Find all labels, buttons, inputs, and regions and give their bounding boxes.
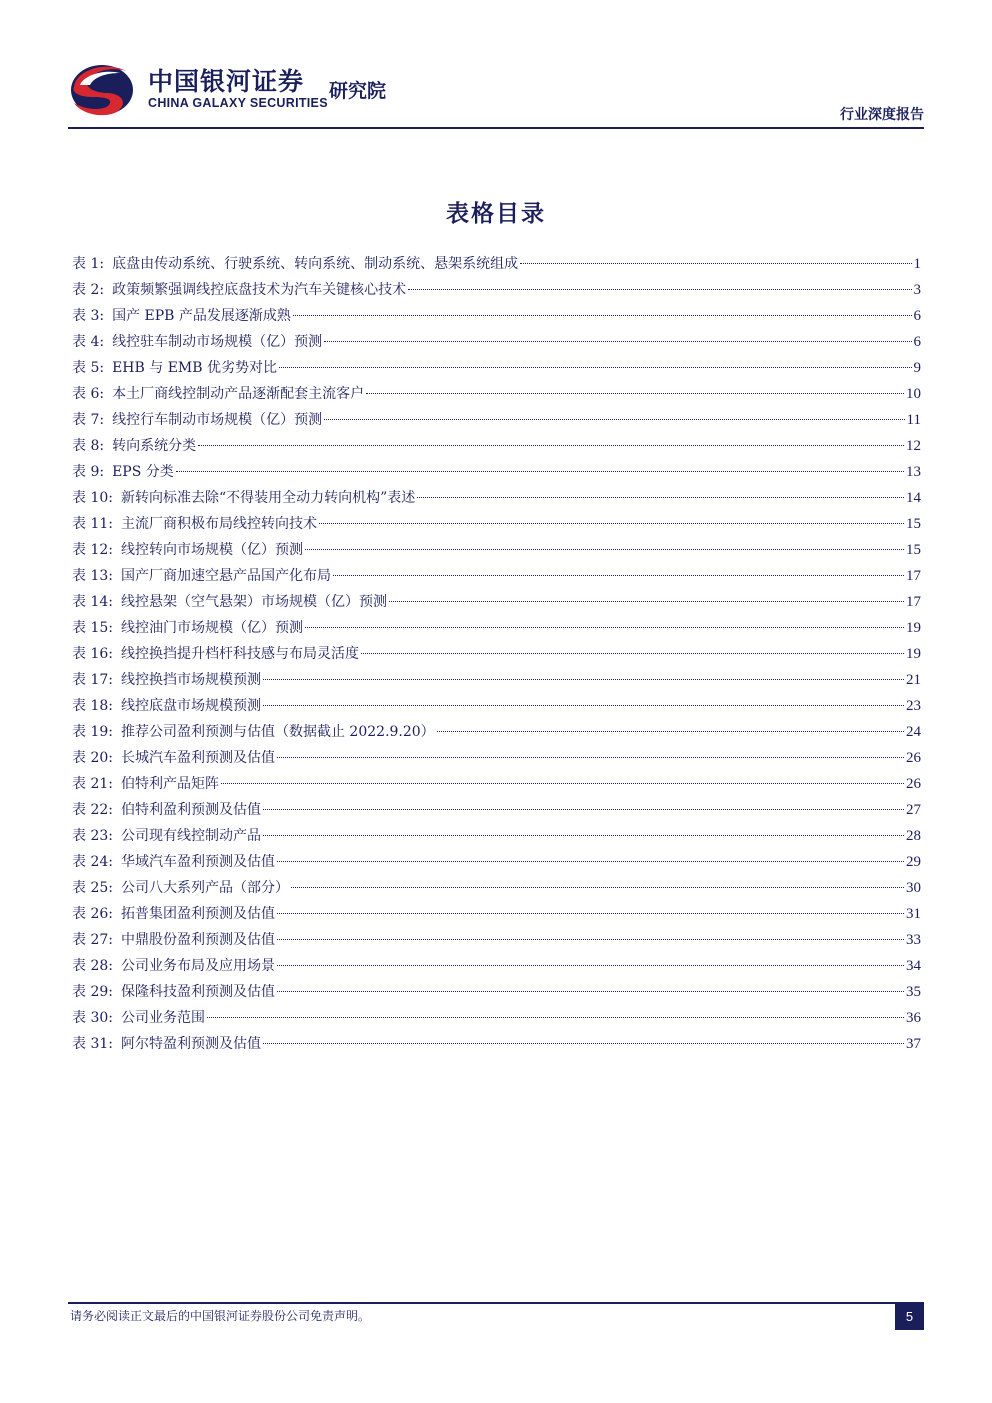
toc-entry-title: 新转向标准去除“不得装用全动力转向机构”表述 bbox=[120, 490, 416, 506]
toc-entry-page: 31 bbox=[906, 906, 921, 922]
toc-dot-leader bbox=[277, 757, 904, 758]
toc-entry-page: 3 bbox=[913, 282, 921, 298]
toc-entry-page: 9 bbox=[913, 360, 921, 376]
toc-entry-number: 表 17: bbox=[72, 672, 113, 688]
toc-entry-page: 36 bbox=[906, 1010, 921, 1026]
brand-name-cn: 中国银河证券 bbox=[148, 67, 305, 96]
toc-entry[interactable] bbox=[72, 927, 921, 953]
toc-entry-page: 33 bbox=[906, 932, 921, 948]
toc-dot-leader bbox=[277, 861, 904, 862]
toc-dot-leader bbox=[408, 289, 911, 290]
toc-entry-title: 政策频繁强调线控底盘技术为汽车关键核心技术 bbox=[112, 282, 407, 298]
toc-entry-page: 26 bbox=[906, 776, 921, 792]
toc-entry-number: 表 4: bbox=[72, 334, 105, 350]
toc-entry-title: 公司现有线控制动产品 bbox=[120, 828, 261, 844]
toc-entry[interactable] bbox=[72, 1005, 921, 1031]
toc-entry-title: 公司八大系列产品（部分） bbox=[120, 880, 289, 896]
galaxy-logo-icon bbox=[68, 57, 138, 119]
toc-entry-number: 表 7: bbox=[72, 412, 105, 428]
toc-dot-leader bbox=[293, 315, 912, 316]
toc-entry[interactable] bbox=[72, 563, 921, 589]
toc-dot-leader bbox=[324, 419, 904, 420]
toc-entry-number: 表 15: bbox=[72, 620, 113, 636]
toc-entry-title: EPS 分类 bbox=[112, 464, 174, 480]
toc-entry-page: 27 bbox=[906, 802, 921, 818]
toc-entry[interactable] bbox=[72, 771, 921, 797]
toc-entry[interactable] bbox=[72, 381, 921, 407]
toc-entry-page: 10 bbox=[906, 386, 921, 402]
toc-entry[interactable] bbox=[72, 901, 921, 927]
toc-entry-number: 表 8: bbox=[72, 438, 105, 454]
toc-dot-leader bbox=[263, 809, 904, 810]
toc-dot-leader bbox=[221, 783, 904, 784]
page-header bbox=[68, 52, 924, 128]
toc-entry-title: 推荐公司盈利预测与估值（数据截止 2022.9.20） bbox=[120, 724, 435, 740]
toc-entry[interactable] bbox=[72, 979, 921, 1005]
toc-entry-title: 线控换挡市场规模预测 bbox=[120, 672, 261, 688]
toc-entry-title: 阿尔特盈利预测及估值 bbox=[120, 1036, 261, 1052]
toc-entry[interactable] bbox=[72, 433, 921, 459]
toc-entry-title: 主流厂商积极布局线控转向技术 bbox=[120, 516, 317, 532]
toc-entry[interactable] bbox=[72, 823, 921, 849]
toc-entry-number: 表 30: bbox=[72, 1010, 113, 1026]
toc-entry[interactable] bbox=[72, 875, 921, 901]
disclaimer-note: 请务必阅读正文最后的中国银河证券股份公司免责声明。 bbox=[70, 1309, 371, 1323]
toc-dot-leader bbox=[366, 393, 904, 394]
toc-entry-number: 表 1: bbox=[72, 256, 105, 272]
toc-entry-number: 表 21: bbox=[72, 776, 113, 792]
toc-entry-number: 表 23: bbox=[72, 828, 113, 844]
toc-dot-leader bbox=[305, 627, 904, 628]
toc-entry-page: 21 bbox=[906, 672, 921, 688]
toc-entry-title: 线控行车制动市场规模（亿）预测 bbox=[112, 412, 323, 428]
toc-entry-number: 表 24: bbox=[72, 854, 113, 870]
toc-entry-number: 表 10: bbox=[72, 490, 113, 506]
toc-entry-page: 35 bbox=[906, 984, 921, 1000]
toc-entry[interactable] bbox=[72, 329, 921, 355]
toc-entry-number: 表 20: bbox=[72, 750, 113, 766]
toc-entry-title: 长城汽车盈利预测及估值 bbox=[120, 750, 275, 766]
toc-entry-number: 表 6: bbox=[72, 386, 105, 402]
toc-dot-leader bbox=[277, 913, 904, 914]
toc-entry[interactable] bbox=[72, 667, 921, 693]
toc-dot-leader bbox=[319, 523, 904, 524]
toc-entry[interactable] bbox=[72, 615, 921, 641]
toc-entry-page: 30 bbox=[906, 880, 921, 896]
toc-entry-title: 公司业务范围 bbox=[120, 1010, 205, 1026]
toc-entry-page: 26 bbox=[906, 750, 921, 766]
toc-dot-leader bbox=[277, 939, 904, 940]
toc-entry-title: 本土厂商线控制动产品逐渐配套主流客户 bbox=[112, 386, 365, 402]
toc-dot-leader bbox=[198, 445, 904, 446]
toc-entry[interactable] bbox=[72, 355, 921, 381]
toc-entry-number: 表 11: bbox=[72, 516, 113, 532]
toc-dot-leader bbox=[277, 991, 904, 992]
toc-entry-page: 17 bbox=[906, 568, 921, 584]
toc-entry-title: 公司业务布局及应用场景 bbox=[120, 958, 275, 974]
toc-entry-number: 表 29: bbox=[72, 984, 113, 1000]
toc-entry[interactable] bbox=[72, 485, 921, 511]
toc-title: 表格目录 bbox=[446, 200, 546, 227]
toc-entry-page: 14 bbox=[906, 490, 921, 506]
toc-entry[interactable] bbox=[72, 641, 921, 667]
toc-entry-title: 线控转向市场规模（亿）预测 bbox=[120, 542, 303, 558]
toc-dot-leader bbox=[437, 731, 904, 732]
toc-entry[interactable] bbox=[72, 407, 921, 433]
toc-entry[interactable] bbox=[72, 719, 921, 745]
report-type-label: 行业深度报告 bbox=[840, 107, 924, 123]
toc-entry-title: 线控驻车制动市场规模（亿）预测 bbox=[112, 334, 323, 350]
toc-dot-leader bbox=[263, 1043, 904, 1044]
toc-entry[interactable] bbox=[72, 303, 921, 329]
toc-entry-number: 表 25: bbox=[72, 880, 113, 896]
toc-entry-page: 1 bbox=[913, 256, 921, 272]
toc-entry-page: 15 bbox=[906, 516, 921, 532]
toc-entry[interactable] bbox=[72, 953, 921, 979]
toc-entry-number: 表 13: bbox=[72, 568, 113, 584]
toc-dot-leader bbox=[389, 601, 904, 602]
toc-entry[interactable] bbox=[72, 537, 921, 563]
toc-entry[interactable] bbox=[72, 589, 921, 615]
toc-entry-number: 表 14: bbox=[72, 594, 113, 610]
table-of-tables bbox=[72, 251, 921, 1057]
toc-entry-number: 表 12: bbox=[72, 542, 113, 558]
toc-entry-page: 23 bbox=[906, 698, 921, 714]
toc-entry[interactable] bbox=[72, 849, 921, 875]
toc-dot-leader bbox=[279, 367, 912, 368]
toc-entry-title: 底盘由传动系统、行驶系统、转向系统、制动系统、悬架系统组成 bbox=[112, 256, 519, 272]
toc-entry-page: 34 bbox=[906, 958, 921, 974]
toc-entry[interactable] bbox=[72, 251, 921, 277]
toc-entry-number: 表 18: bbox=[72, 698, 113, 714]
toc-entry-page: 24 bbox=[906, 724, 921, 740]
toc-entry-number: 表 2: bbox=[72, 282, 105, 298]
toc-dot-leader bbox=[263, 679, 904, 680]
header-divider bbox=[68, 127, 924, 129]
toc-entry-title: 国产厂商加速空悬产品国产化布局 bbox=[120, 568, 331, 584]
toc-entry-page: 12 bbox=[906, 438, 921, 454]
toc-entry-page: 11 bbox=[906, 412, 921, 428]
toc-entry-page: 29 bbox=[906, 854, 921, 870]
toc-entry-title: 线控悬架（空气悬架）市场规模（亿）预测 bbox=[120, 594, 387, 610]
brand-name-en: CHINA GALAXY SECURITIES bbox=[148, 96, 328, 110]
toc-entry-title: 线控油门市场规模（亿）预测 bbox=[120, 620, 303, 636]
toc-entry-title: 华域汽车盈利预测及估值 bbox=[120, 854, 275, 870]
toc-entry[interactable] bbox=[72, 797, 921, 823]
toc-entry-title: 拓普集团盈利预测及估值 bbox=[120, 906, 275, 922]
toc-entry-page: 6 bbox=[913, 308, 921, 324]
toc-entry-title: 转向系统分类 bbox=[112, 438, 197, 454]
toc-entry-number: 表 28: bbox=[72, 958, 113, 974]
toc-entry-page: 17 bbox=[906, 594, 921, 610]
institute-label: 研究院 bbox=[329, 80, 387, 102]
toc-entry[interactable] bbox=[72, 511, 921, 537]
toc-entry-number: 表 31: bbox=[72, 1036, 113, 1052]
toc-dot-leader bbox=[417, 497, 904, 498]
toc-entry-title: 伯特利产品矩阵 bbox=[120, 776, 219, 792]
toc-entry[interactable] bbox=[72, 693, 921, 719]
toc-entry[interactable] bbox=[72, 1031, 921, 1057]
toc-entry-number: 表 3: bbox=[72, 308, 105, 324]
toc-entry[interactable] bbox=[72, 745, 921, 771]
toc-dot-leader bbox=[263, 835, 904, 836]
toc-dot-leader bbox=[520, 263, 911, 264]
toc-entry-page: 6 bbox=[913, 334, 921, 350]
toc-dot-leader bbox=[333, 575, 904, 576]
toc-dot-leader bbox=[263, 705, 904, 706]
toc-entry-title: 线控底盘市场规模预测 bbox=[120, 698, 261, 714]
toc-entry-number: 表 5: bbox=[72, 360, 105, 376]
toc-dot-leader bbox=[207, 1017, 904, 1018]
toc-entry[interactable] bbox=[72, 277, 921, 303]
toc-entry-title: 伯特利盈利预测及估值 bbox=[120, 802, 261, 818]
toc-entry-page: 19 bbox=[906, 620, 921, 636]
toc-entry-page: 15 bbox=[906, 542, 921, 558]
toc-entry-number: 表 22: bbox=[72, 802, 113, 818]
toc-dot-leader bbox=[305, 549, 904, 550]
toc-entry-page: 37 bbox=[906, 1036, 921, 1052]
toc-dot-leader bbox=[176, 471, 904, 472]
toc-entry-page: 19 bbox=[906, 646, 921, 662]
toc-dot-leader bbox=[324, 341, 911, 342]
toc-entry-page: 28 bbox=[906, 828, 921, 844]
toc-dot-leader bbox=[291, 887, 904, 888]
footer-divider bbox=[68, 1302, 924, 1304]
toc-entry-number: 表 26: bbox=[72, 906, 113, 922]
toc-dot-leader bbox=[361, 653, 904, 654]
toc-entry-number: 表 16: bbox=[72, 646, 113, 662]
toc-entry-number: 表 9: bbox=[72, 464, 105, 480]
page-number: 5 bbox=[895, 1303, 924, 1330]
toc-entry-title: 国产 EPB 产品发展逐渐成熟 bbox=[112, 308, 291, 324]
toc-dot-leader bbox=[277, 965, 904, 966]
toc-entry-title: 线控换挡提升档杆科技感与布局灵活度 bbox=[120, 646, 359, 662]
toc-entry-title: EHB 与 EMB 优劣势对比 bbox=[112, 360, 277, 376]
toc-entry-title: 保隆科技盈利预测及估值 bbox=[120, 984, 275, 1000]
toc-entry[interactable] bbox=[72, 459, 921, 485]
toc-entry-title: 中鼎股份盈利预测及估值 bbox=[120, 932, 275, 948]
toc-entry-number: 表 27: bbox=[72, 932, 113, 948]
toc-entry-page: 13 bbox=[906, 464, 921, 480]
toc-entry-number: 表 19: bbox=[72, 724, 113, 740]
